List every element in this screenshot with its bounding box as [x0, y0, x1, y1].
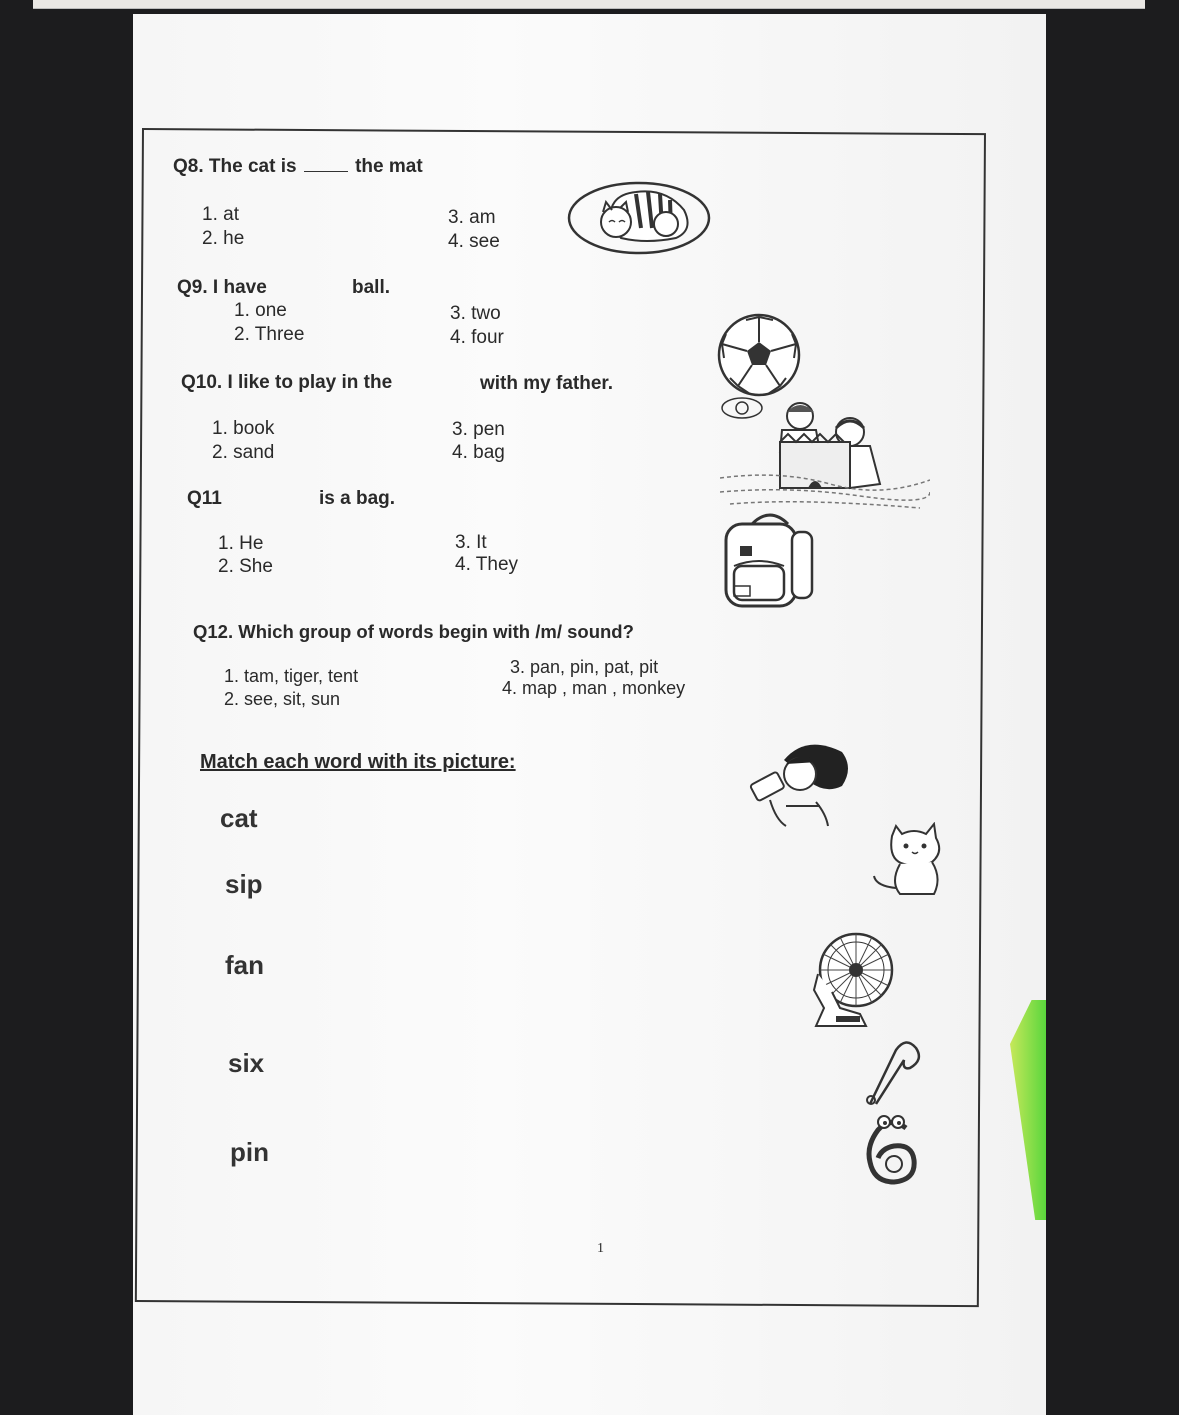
girl-drinking-icon [746, 740, 852, 828]
match-word-fan: fan [225, 950, 264, 980]
q8-question [173, 156, 423, 178]
fan-icon [810, 930, 896, 1032]
q12-option-4: 4. map , man , monkey [502, 678, 686, 698]
q12-question: Q12. Which group of words begin with /m/ sound? [193, 621, 634, 642]
q9-option-4: 4. four [450, 327, 504, 348]
q10-question-start: Q10. I like to play in the [181, 372, 393, 393]
backpack-icon [722, 510, 816, 608]
q11-question-start: Q11 [187, 488, 222, 509]
q11-option-2: 2. She [218, 556, 273, 577]
q11-option-3: 3. It [455, 532, 487, 553]
background-sheet-edge [33, 0, 1145, 9]
match-word-sip: sip [225, 869, 263, 899]
q11-option-4: 4. They [455, 554, 519, 575]
q11-question-end: is a bag. [319, 488, 396, 509]
q10-question-end: with my father. [480, 373, 614, 394]
number-six-icon [862, 1110, 922, 1186]
safety-pin-icon [866, 1038, 924, 1108]
match-word-pin: pin [230, 1137, 269, 1167]
soccer-ball-icon [716, 312, 802, 398]
q10-option-1: 1. book [212, 418, 275, 439]
q8-blank [304, 171, 348, 172]
q11-option-1: 1. He [218, 533, 264, 554]
match-heading: Match each word with its picture: [200, 751, 516, 773]
q10-option-2: 2. sand [212, 442, 275, 463]
q10-option-4: 4. bag [452, 442, 505, 463]
q8-option-3: 3. am [448, 207, 496, 228]
q10-option-3: 3. pen [452, 419, 505, 440]
cat-icon [870, 822, 946, 898]
match-word-six: six [228, 1048, 265, 1078]
q9-option-1: 1. one [234, 300, 287, 321]
page-number: 1 [597, 1241, 604, 1256]
match-word-cat: cat [220, 803, 258, 833]
q9-question-end: ball. [352, 277, 391, 298]
q8-text-pre: Q8. The cat is [173, 156, 297, 177]
q12-option-3: 3. pan, pin, pat, pit [510, 657, 659, 677]
q12-option-1: 1. tam, tiger, tent [224, 666, 359, 686]
q8-option-2: 2. he [202, 228, 245, 249]
q9-option-2: 2. Three [234, 324, 305, 345]
sandcastle-kids-icon [720, 392, 930, 514]
q9-question-start: Q9. I have [177, 277, 267, 298]
sleeping-cat-icon [566, 180, 712, 256]
q12-option-2: 2. see, sit, sun [224, 689, 341, 709]
q8-option-1: 1. at [202, 204, 239, 225]
q8-text-post: the mat [355, 156, 423, 177]
q9-option-3: 3. two [450, 303, 501, 324]
q8-option-4: 4. see [448, 231, 500, 252]
